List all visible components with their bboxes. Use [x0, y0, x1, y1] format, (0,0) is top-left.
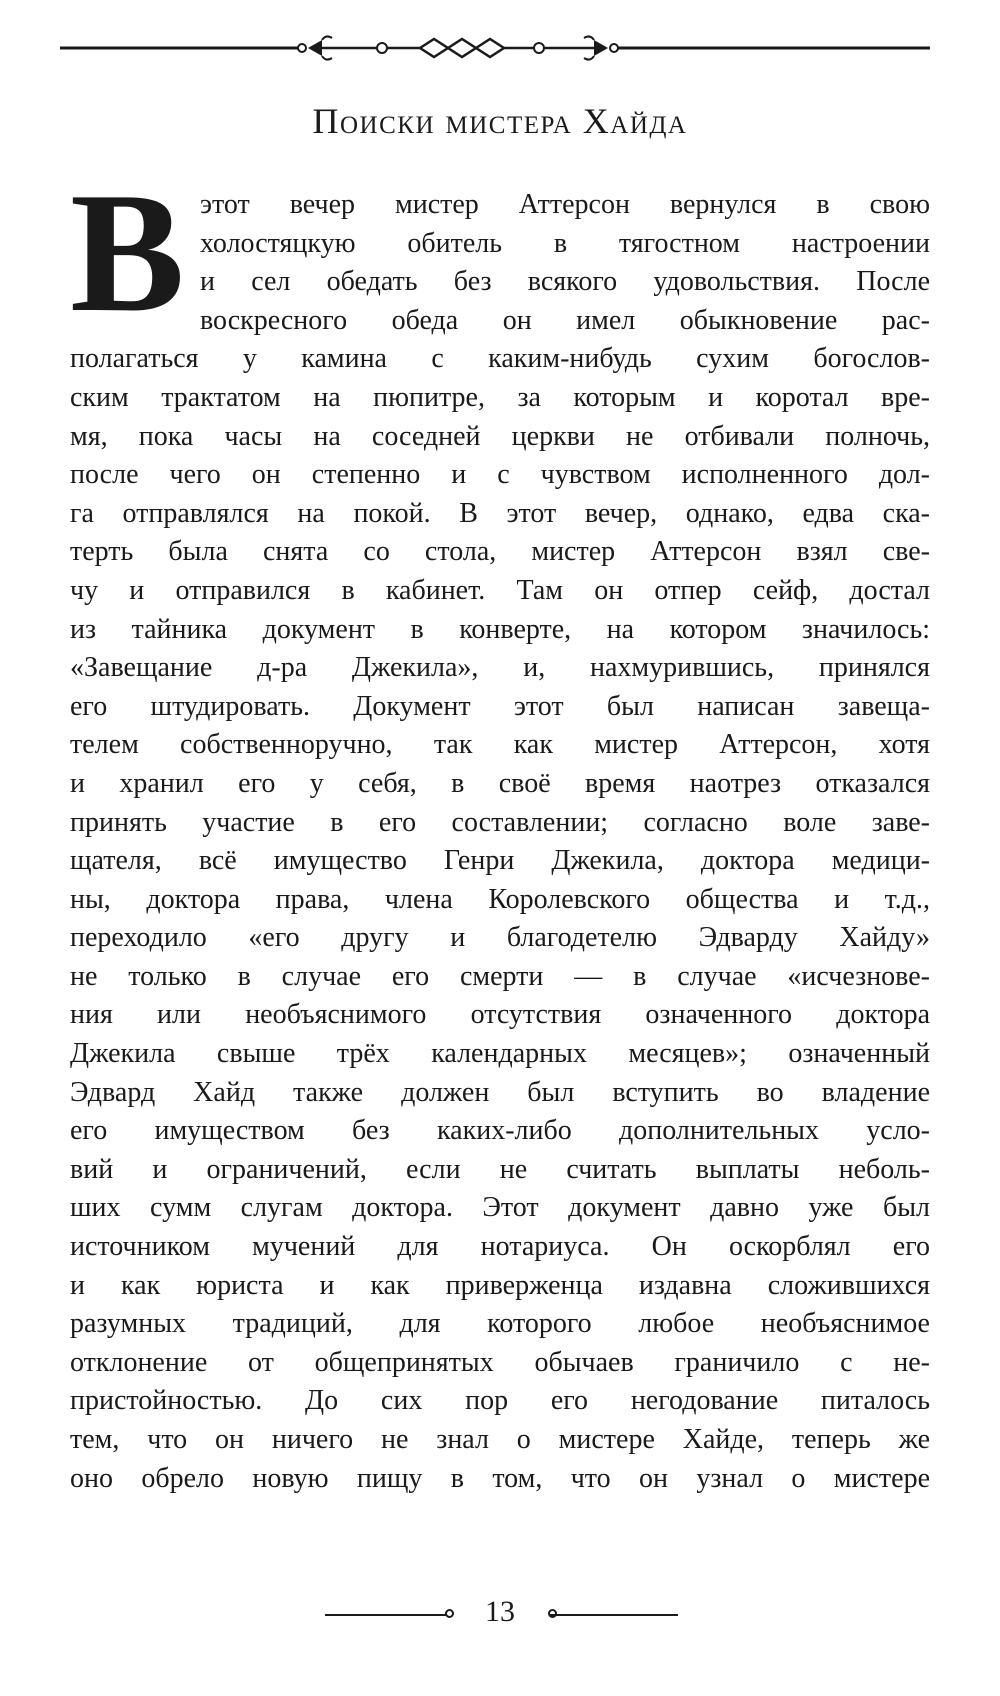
text-line: ским трактатом на пюпитре, за которым и коротал вре-: [70, 381, 930, 413]
footer-rule-right: [550, 1614, 678, 1616]
footer-ornament-dot-left: [445, 1609, 454, 1618]
text-line: Джекила свыше трёх календарных месяцев»; означенный: [70, 1038, 930, 1070]
text-line: разумных традиций, для которого любое необъяснимое: [70, 1308, 930, 1340]
text-line: пристойностью. До сих пор его негодование питалось: [70, 1385, 930, 1417]
text-line: отклонение от общепринятых обычаев граничило с не-: [70, 1346, 930, 1378]
text-line: телем собственноручно, так как мистер Аттерсон, хотя: [70, 729, 930, 761]
text-line: чу и отправился в кабинет. Там он отпер сейф, достал: [70, 574, 930, 606]
text-line: принять участие в его составлении; согласно воле заве-: [70, 806, 930, 838]
text-line: мя, пока часы на соседней церкви не отбивали полночь,: [70, 420, 930, 452]
text-line: полагаться у камина с каким-нибудь сухим богослов-: [70, 343, 930, 375]
text-line: и сел обедать без всякого удовольствия. После: [200, 266, 930, 298]
text-line: ны, доктора права, члена Королевского общества и т.д.,: [70, 883, 930, 915]
text-line: не только в случае его смерти — в случае «исчезнове-: [70, 960, 930, 992]
page-number: 13: [485, 1595, 515, 1628]
text-line: из тайника документ в конверте, на котором значилось:: [70, 613, 930, 645]
top-ornament: [60, 28, 930, 68]
text-line: источником мучений для нотариуса. Он оскорблял его: [70, 1231, 930, 1263]
text-line: после чего он степенно и с чувством исполненного дол-: [70, 459, 930, 491]
text-line: и хранил его у себя, в своё время наотрез отказался: [70, 767, 930, 799]
text-line: этот вечер мистер Аттерсон вернулся в свою: [200, 189, 930, 220]
drop-cap: В: [70, 158, 185, 348]
text-line: переходило «его другу и благодетелю Эдварду Хайду»: [70, 922, 930, 954]
text-line: его имуществом без каких-либо дополнительных усло-: [70, 1115, 930, 1147]
text-line: га отправлялся на покой. В этот вечер, однако, едва ска-: [70, 497, 930, 529]
text-line: тем, что он ничего не знал о мистере Хайде, теперь же: [70, 1424, 930, 1455]
text-line: «Завещание д-ра Джекила», и, нахмурившись, принялся: [70, 652, 930, 684]
text-line: воскресного обеда он имел обыкновение рас-: [200, 304, 930, 336]
footer-rule-left: [325, 1614, 453, 1616]
chapter-title: Поиски мистера Хайда: [312, 101, 688, 141]
text-line: ших сумм слугам доктора. Этот документ давно уже был: [70, 1192, 930, 1224]
text-line: оно обрело новую пищу в том, что он узнал о мистере: [70, 1462, 930, 1494]
text-line: его штудировать. Документ этот был написан завеща-: [70, 690, 930, 722]
text-line: холостяцкую обитель в тягостном настроении: [200, 227, 930, 259]
text-line: щателя, всё имущество Генри Джекила, доктора медици-: [70, 845, 930, 877]
text-line: вий и ограничений, если не считать выплаты неболь-: [70, 1153, 930, 1185]
text-line: ния или необъяснимого отсутствия означенного доктора: [70, 999, 930, 1031]
text-line: Эдвард Хайд также должен был вступить во владение: [70, 1076, 930, 1108]
text-line: и как юриста и как приверженца издавна сложившихся: [70, 1269, 930, 1301]
text-line: терть была снята со стола, мистер Аттерсон взял све-: [70, 536, 930, 568]
page-footer: [0, 1592, 1000, 1632]
chapter-body: [70, 158, 930, 1498]
